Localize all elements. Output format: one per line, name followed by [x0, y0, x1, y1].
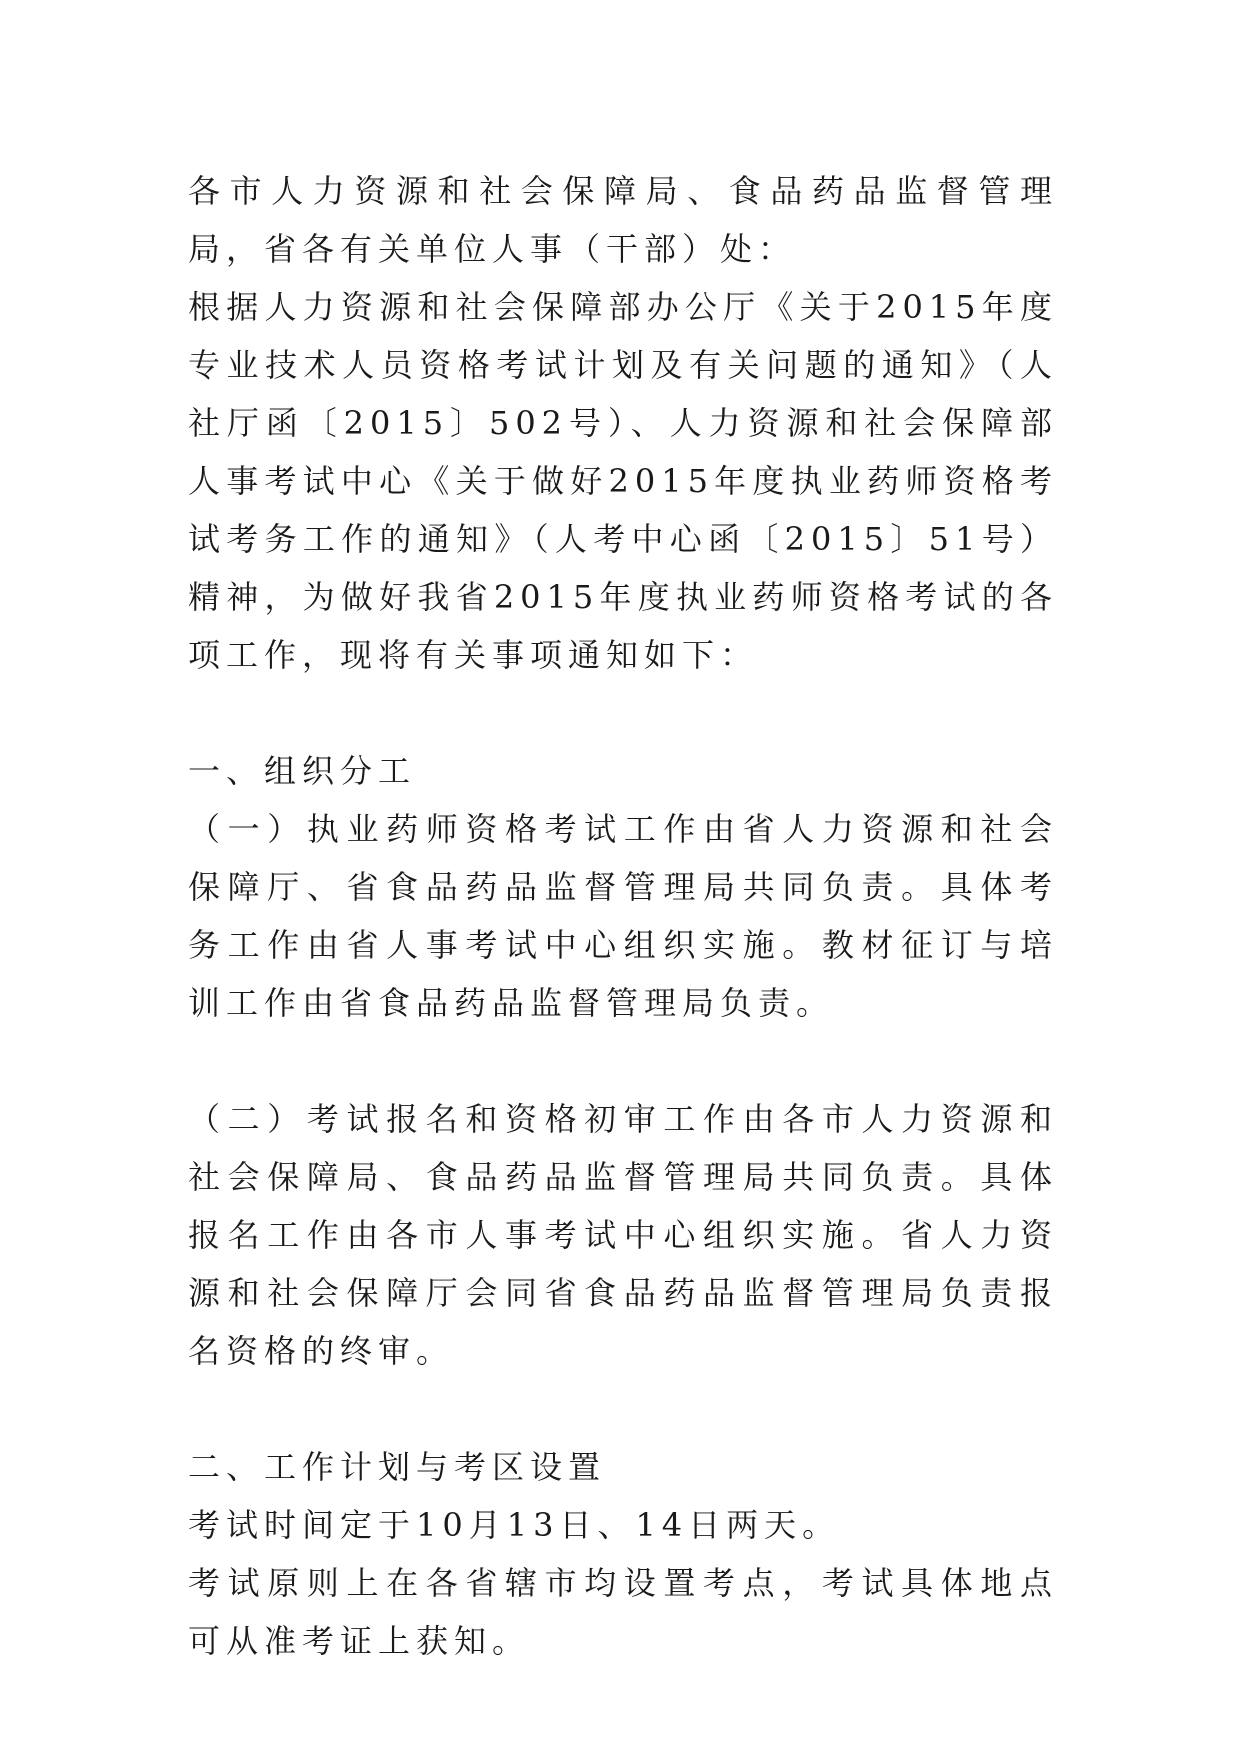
exam-location-line: 考试原则上在各省辖市均设置考点，考试具体地点可从准考证上获知。 — [188, 1564, 1058, 1660]
section-1-item-1: （一）执业药师资格考试工作由省人力资源和社会保障厅、省食品药品监督管理局共同负责。具体考务工作由省人事考试中心组织实施。教材征订与培训工作由省食品药品监督管理局负责。 — [188, 810, 1058, 1022]
exam-date-line: 考试时间定于10月13日、14日两天。 — [188, 1506, 841, 1544]
spacer — [188, 1032, 1058, 1090]
section-2-heading: 二、工作计划与考区设置 — [188, 1448, 607, 1486]
spacer — [188, 684, 1058, 742]
intro-paragraph: 根据人力资源和社会保障部办公厅《关于2015年度专业技术人员资格考试计划及有关问题的通知》（人社厅函〔2015〕502号）、人力资源和社会保障部人事考试中心《关于做好2015年度执业药师资格考试考务工作的通知》（人考中心函〔2015〕51号）精神，为做好我省2015年度执业药师资格考试的各项工作，现将有关事项通知如下： — [188, 288, 1058, 674]
section-1-item-2: （二）考试报名和资格初审工作由各市人力资源和社会保障局、食品药品监督管理局共同负责。具体报名工作由各市人事考试中心组织实施。省人力资源和社会保障厅会同省食品药品监督管理局负责报名资格的终审。 — [188, 1100, 1058, 1370]
document-body — [188, 162, 1058, 1670]
salutation: 各市人力资源和社会保障局、食品药品监督管理局，省各有关单位人事（干部）处： — [188, 172, 1058, 268]
spacer — [188, 1380, 1058, 1438]
section-1-heading: 一、组织分工 — [188, 752, 417, 790]
